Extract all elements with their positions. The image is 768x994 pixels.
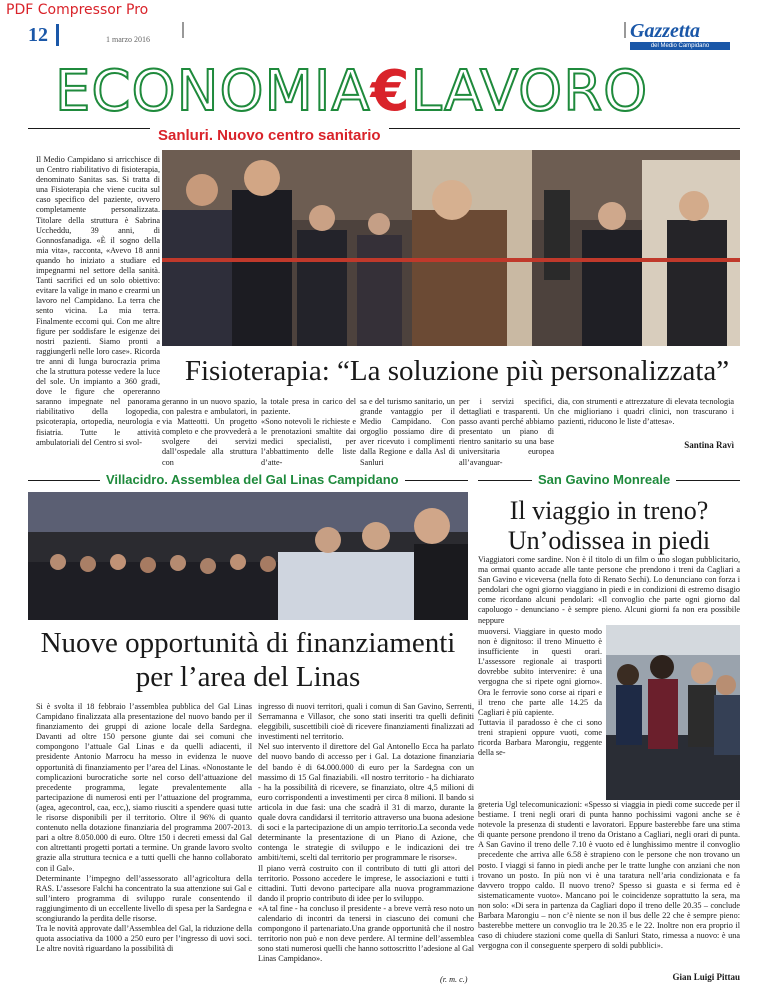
article2-headline bbox=[28, 626, 468, 694]
article2-col1: Si è svolta il 18 febbraio l’assemblea pubblica del Gal Linas Campidano finalizzata alla presentazione del nuovo bando per il finanziamento dei gruppi di azione locale della Sardegna. Davanti ad oltre 150 persone giunte dai sei comuni che compongono l’attuale Gal Linas e da quelli adiacenti, il presidente Antonio Marrocu ha messo in evidenza le nuove opportunità di finanziamento per l’area del Linas. «Nonostante le complicazioni burocratiche sorte nel corso dell’attuazione del precedente programma, legate prevalentemente alla partecipazione di numerosi enti per l’attuazione del programma, (agea, agecontrol, caa, ecc,), siamo riusciti a spendere quasi tutte le risorse disponibili per il territorio. Oltre il 96% di quanto contenuto nella dotazione finanziaria del programma 2007-2013. pari a oltre 8.050.000 di euro. Oltre 150 i decreti emessi dal Gal con altrettanti progetti portati a termine. Un grande lavoro svolto grazie alla struttura tecnica e a tutti quelli che hanno collaborato con il Gal». Determinante l’impegno dell’assessorato all’agricoltura della RAS. L’assesore Falchi ha concentrato la sua attenzione sui Gal e sull’intero programma di sviluppo rurale consentendo il raggiungimento di un eccellente livello di spesa per la Sardegna e scongiurando la perdita delle risorse. Tra le novità approvate dall’Assemblea del Gal, la riduzione della quota associativa da 1000 a 250 euro per l’ingresso di uovi soci. Le altre novità riguardano la possibilità di bbox=[36, 702, 252, 954]
article2-photo bbox=[28, 492, 468, 620]
article1-col1: Il Medio Campidano si arricchisce di un Centro riabilitativo di fisioterapia, denominato Sanitas sas. Si tratta di una Fisioterapia che viene cucita sul caso specifico del paziente, ovvero completamente personalizzata. Titolare della struttura è Sabrina Uccheddu, 39 anni, di Gonnosfanadiga. «È il sogno della mia vita», racconta, «Avevo 18 anni quando ho iniziato a studiare ed impegnarmi nel settore della sanità. Tanti sacrifici ed un solo obiettivo: evitare la valige in mano e crearmi un lavoro nel Campidano. La terra che sento vicina. La mia terra. Finalmente eccomi qui. Con me altre figure per soddisfare le esigenze dei nostri pazienti. Siamo pronti a raggiungerli nelle loro case». Ricorda tre anni di lunga burocrazia prima che la struttura potesse vedere la luce del sole. Un impianto a 360 gradi, dove le figure che opereranno saranno impegnate nel panorama riabilitativo della logopedia, psicoterapia, ortopedia, neurologia e fisiatria. Tutte le attività ambulatoriali del Centro si svol- bbox=[36, 155, 160, 447]
page-number: 12 bbox=[28, 24, 48, 46]
article1-col5: per i servizi specifici, dettagliati e trasparenti. Un passo avanti perché abbiamo presentato un piano di rientro sanitario su una base universitaria europea all’avanguar- bbox=[459, 397, 554, 467]
article3-signature: Gian Luigi Pittau bbox=[672, 972, 740, 982]
article2-headline-line1: Nuove opportunità di finanziamenti bbox=[40, 627, 456, 659]
article3-photo bbox=[606, 625, 740, 800]
assembly-photo bbox=[28, 492, 468, 620]
section-title-left: ECONOMIA bbox=[55, 59, 371, 124]
article1-col6: dia, con strumenti e attrezzature di elevata tecnologia che miglioriano i quadri clinici, non trascurano i pazienti, riducono le liste d’attesa». bbox=[558, 397, 734, 427]
newspaper-logo bbox=[630, 20, 730, 48]
euro-icon: € bbox=[370, 59, 411, 124]
logo-sub-text: del Medio Campidano bbox=[630, 42, 730, 50]
article2-kicker: Villacidro. Assemblea del Gal Linas Campidano bbox=[100, 472, 405, 487]
article1-signature: Santina Ravì bbox=[684, 440, 734, 450]
article3-headline-line1: Il viaggio in treno? bbox=[509, 496, 709, 525]
crowded-train-photo bbox=[606, 625, 740, 800]
watermark: PDF Compressor Pro bbox=[0, 0, 154, 20]
article3-headline-line2: Un’odissea in piedi bbox=[507, 526, 711, 555]
article3-kicker: San Gavino Monreale bbox=[532, 472, 676, 487]
article1-col4: sa e del turismo sanitario, un grande vantaggio per il Medio Campidano. Con orgoglio possiamo dire di aver ricevuto i complimenti dalla Regione e dalla Asl di Sanluri bbox=[360, 397, 455, 467]
article2-headline-line2: per l’area del Linas bbox=[135, 661, 361, 693]
issue-date: 1 marzo 2016 bbox=[106, 35, 150, 44]
article1-headline: Fisioterapia: “La soluzione più personalizzata” bbox=[184, 355, 730, 387]
article3-text-left: muoversi. Viaggiare in questo modo non è dignitoso: il treno Minuetto è insufficiente in questi orari. L’assessore regionale ai trasporti dovrebbe subito intervenire: è una vergogna che si ripete ogni giorno». Ora le ferrovie sono corse ai ripari e il treno che parte alle 14.25 da Cagliari è più capiente. Tuttavia il paradosso è che ci sono treni strapieni oppure vuoti, come ricorda Barbara Marongiu, reggente della se- bbox=[478, 627, 602, 758]
article1-photo bbox=[162, 150, 740, 346]
article2-col2: ingresso di nuovi territori, quali i comun di San Gavino, Serrenti, Serramanna e Villasor, che sono stati inseriti tra quelli definiti eleggibili, suscettibili cioè di ricevere finanziamenti finalizzati ad investimenti nel territorio. Nel suo intervento il direttore del Gal Antonello Ecca ha parlato del nuovo bando di accesso per i Gal. La dotazione finanziaria del bando è di 64.000.000 di euro per la Sardegna con un massimo di 15 Gal finaziabili. «Il nostro territorio - ha dichiarato - ha la possibilità di ricevere, se finanziato, oltre 4,5 milioni di euro corrispondenti a investimenti per circa 8 milioni. Il bando si articola in due fasi: una che scadrà il 31 di marzo, durante la quale dovra candidarsi il territorio attraverso una buona adesione di soci e la partecipazione di un ampio territorio.La seconda vede determinante la presentazione di un Piano di Azione, che contenga le strategie di sviluppo e le indicazioni dei tre ambiti/temi, scelti dal territorio per programmare le risorse». Il piano verrà costruito con il contributo di tutti gli attori del territorio. Possono accedere le imprese, le associazioni e tutti i cittadini. Tutti devono partecipare alla nuova programmazione dando il proprio contributo di idee per lo sviluppo. «A tal fine - ha concluso il presidente - a breve verrà reso noto un calendario di incontri da tenersi in ciascuno dei comuni che compongono il partenariato.Una grande opportunità che il nostro territorio non può e non deve perdere. Al termine dell’assemblea sono stati numerosi quelli che hanno sottoscritto l’adesione al Gal Linas Campidano». bbox=[258, 702, 474, 964]
article1-kicker: Sanluri. Nuovo centro sanitario bbox=[150, 127, 389, 144]
article1-col2: geranno in un nuovo spazio, con palestra e ambulatori, in via Matteotti. Un progetto completo e che provvederà a svolgere dei servizi dall’ospedale alla struttura con bbox=[162, 397, 257, 467]
header-divider bbox=[182, 22, 184, 38]
article3-text-top: Viaggiatori come sardine. Non è il titolo di un film o uno slogan pubblicitario, ma ormai quanto accade alle tante persone che prendono i treni da Cagliari a San Gavino e viceversa (nella foto di Renato Sechi). Lo denunciano con forza i pendolari che ogni giorno viaggiano in piedi e in condizioni di estremo disagio come ricordano alcuni pendolari: «Il convoglio che parte ogni giorno dal capoluogo - denunciano - è sempre pieno. Alcuni giorni fa non era possibile neppure bbox=[478, 555, 740, 625]
section-title-right: LAVORO bbox=[410, 59, 649, 124]
logo-main-text: Gazzetta bbox=[630, 20, 700, 42]
page-number-bar bbox=[56, 24, 59, 46]
section-title bbox=[55, 59, 705, 124]
article3-headline bbox=[478, 496, 740, 556]
ribbon-cutting-photo bbox=[162, 150, 740, 346]
header-divider bbox=[624, 22, 626, 38]
article3-text-bottom: greteria Ugl telecomunicazioni: «Spesso si viaggia in piedi come succede per il bestiame. I treni negli orari di punta hanno pochissimi vagoni anche se è notevole la presenza di studenti e lavoratori. Eppure basterebbe fare una stima di quante persone prendono il treno da Oristano a Cagliari, negli orari di punta. A San Gavino il treno delle 7.10 è vuoto ed è lunghissimo mentre il convoglio precedente che arriva alle 6.58 è strapieno con le persone che non trovano un posto. I viaggi si fanno in piedi anche per le tratte lunghe con anziani che non trovano un posto. In più non vi è una taratura nell’aria condizionata e fa davvero troppo caldo. Il nuovo treno? Spesso si guasta e si ferma ed è sistematicamente vuoto». Mancano poi le coincidenze soprattutto la sera, ma non solo: «Di sera in partenza da Cagliari dopo il treno delle 20.35 – conclude Barbara Marongiu – non c’è niente se non il bus delle 22 che è sempre pieno: basterebbe mettere un convoglio tra le 20.35 e le 22. Inoltre non era proprio il caso di chiudere stazioni come quella di Sanluri Stato, rimessa a nuovo: è una vergogna con il conseguente sperpero di soldi pubblici». bbox=[478, 800, 740, 951]
article2-signature: (r. m. c.) bbox=[440, 975, 468, 984]
article1-col3: la totale presa in carico del paziente. «Sono notevoli le richieste e le prenotazioni smaltite dai medici specialisti, per l’abbattimento delle liste d’atte- bbox=[261, 397, 356, 467]
